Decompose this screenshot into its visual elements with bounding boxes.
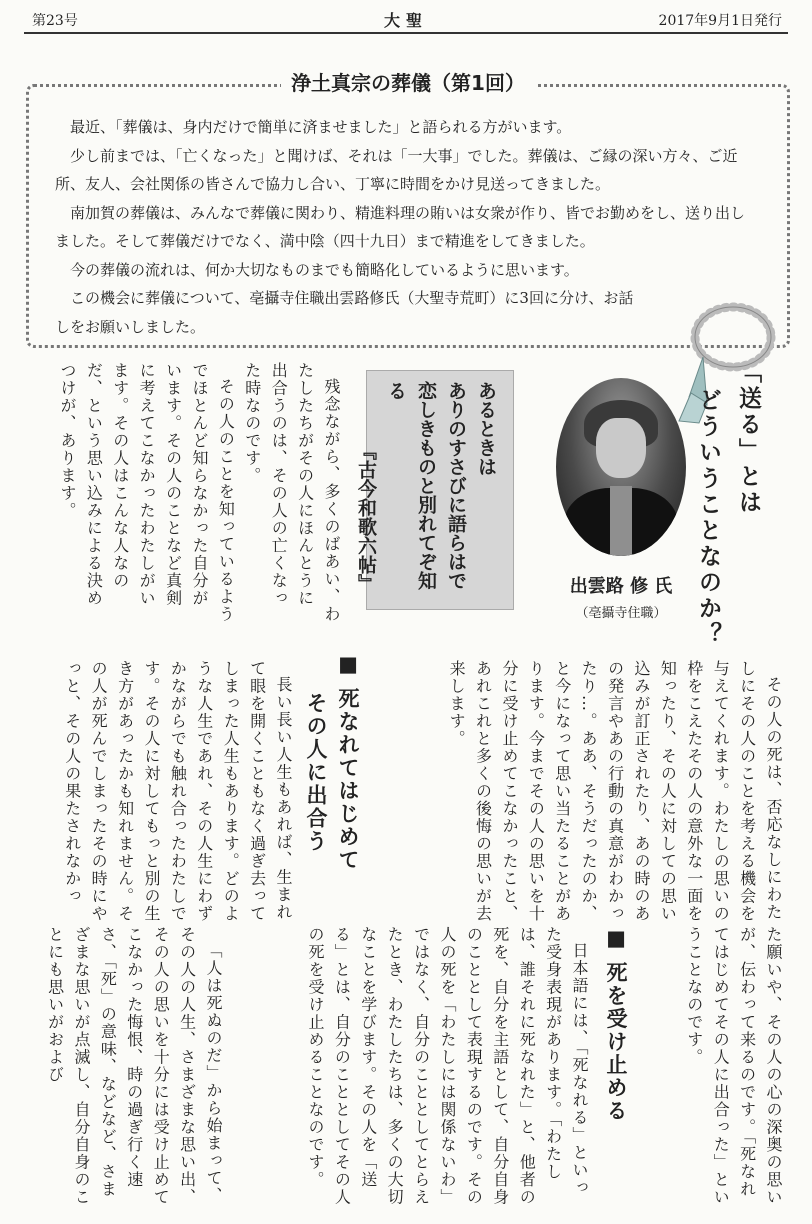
poem-line: ありのすさびに語らはで bbox=[445, 381, 467, 590]
photo-caption bbox=[556, 572, 686, 621]
body-text-mid-left: 長い長い人生もあれば、生まれて眼を開くこともなく過ぎ去ってしまった人生もあります。どのような人生であれ、その人生にわずかながらでも触れ合ったわたしです。その人に対してもっと別の生き方があったかも知れません。その人が死んでしまったその時にやっと、その人の果たされなかっ bbox=[62, 660, 293, 923]
intro-body bbox=[55, 113, 755, 341]
body-text-bottom-right-1: た願いや、その人の心の深奥の思いが、伝わって来るのです。「死なれてはじめてその人に出合った」ということなのです。 bbox=[684, 926, 783, 1206]
poem-line: 恋しきものと別れてぞ知る bbox=[385, 381, 437, 590]
body-text-top-left: 残念ながら、多くのばあい、わたしたちがその人にほんとうに出合うのは、その人の亡くなった時なのです。 その人のことを知っているようでほとんど知らなかった自分がいます。その人のことなど真剣に考えてこなかったわたしがいます。その人はこんな人なのだ、という思い込みによる決めつけが、あります。 bbox=[57, 362, 341, 623]
body-text-bottom-right-2: 日本語には、「死なれる」といった受身表現があります。「わたしは、誰それに死なれた」と、他者の死を、自分を主語として、自分自身のこととして表現するのです。その人の死を「わたしには関係ないわ」ではなく、自分のこととしてとらえたとき、わたしたちは、多くの大切なことを学びます。その人を「送る」とは、自分のこととしてその人の死を受け止めることなのです。 bbox=[305, 926, 589, 1206]
intro-paragraph: 最近、「葬儀は、身内だけで簡単に済ませました」と語られる方がいます。 bbox=[70, 118, 572, 136]
portrait-photo bbox=[556, 378, 686, 556]
publish-date: 2017年9月1日発行 bbox=[658, 13, 782, 29]
body-text-bottom-left: 「人は死ぬのだ」から始まって、その人の人生、さまざまな思い出、その人の思いを十分には受け止めてこなかった悔恨、時の過ぎ行く速さ、「死」の意味、などなど、さまざまな思いが点滅し、自分自身のことにも思いがおよび bbox=[45, 926, 223, 1206]
intro-paragraph: この機会に葬儀について、亳攝寺住職出雲路修氏（大聖寺荒町）に3回に分け、お話しをお願いしました。 bbox=[55, 289, 634, 336]
intro-box bbox=[26, 71, 790, 348]
main-title-line2: どういうことなのか？ bbox=[695, 388, 721, 648]
intro-paragraph: 南加賀の葬儀は、みんなで葬儀に関わり、精進料理の賄いは女衆が作り、皆でお勤めをし、送り出しました。そして葬儀だけでなく、満中陰（四十九日）まで精進をしてきました。 bbox=[55, 203, 746, 250]
main-title-line1: 「送る」とは bbox=[735, 360, 761, 516]
intro-title: 浄土真宗の葬儀（第1回） bbox=[281, 71, 535, 95]
main-title bbox=[688, 360, 768, 648]
newsletter-name: 大聖 bbox=[383, 11, 428, 30]
section-heading-2: ■ 死を受け止める bbox=[604, 926, 628, 1123]
caption-name: 出雲路 修 氏 bbox=[569, 576, 673, 597]
intro-paragraph: 少し前までは、「亡くなった」と聞けば、それは「一大事」でした。葬儀は、ご縁の深い方々、ご近所、友人、会社関係の皆さんで協力し合い、丁寧に時間をかけ見送ってきました。 bbox=[55, 146, 738, 193]
page-header bbox=[24, 6, 788, 34]
intro-paragraph: 今の葬儀の流れは、何か大切なものまでも簡略化しているように思います。 bbox=[70, 260, 579, 279]
caption-role: （亳攝寺住職） bbox=[575, 606, 667, 621]
poem-line: あるときは bbox=[475, 381, 497, 476]
poem-source: 『古今和歌六帖』 bbox=[355, 441, 377, 593]
issue-number: 第23号 bbox=[32, 13, 78, 29]
poem-box bbox=[355, 370, 514, 610]
body-text-mid-right: その人の死は、否応なしにわたしにその人のことを考える機会を与えてくれます。わたしの思いの枠をこえたその人の意外な一面を知ったり、その人に対しての思い込みが訂正されたり、あの時のあの発言やあの行動の真意がわかったり…。ああ、そうだったのか、と今になって思い当たることがあります。今までその人の思いを十分に受け止めてこなかったこと、あれこれと多くの後悔の思いが去来します。 bbox=[447, 660, 783, 923]
section-heading-1: ■ 死なれてはじめて その人に出合う bbox=[304, 652, 360, 872]
